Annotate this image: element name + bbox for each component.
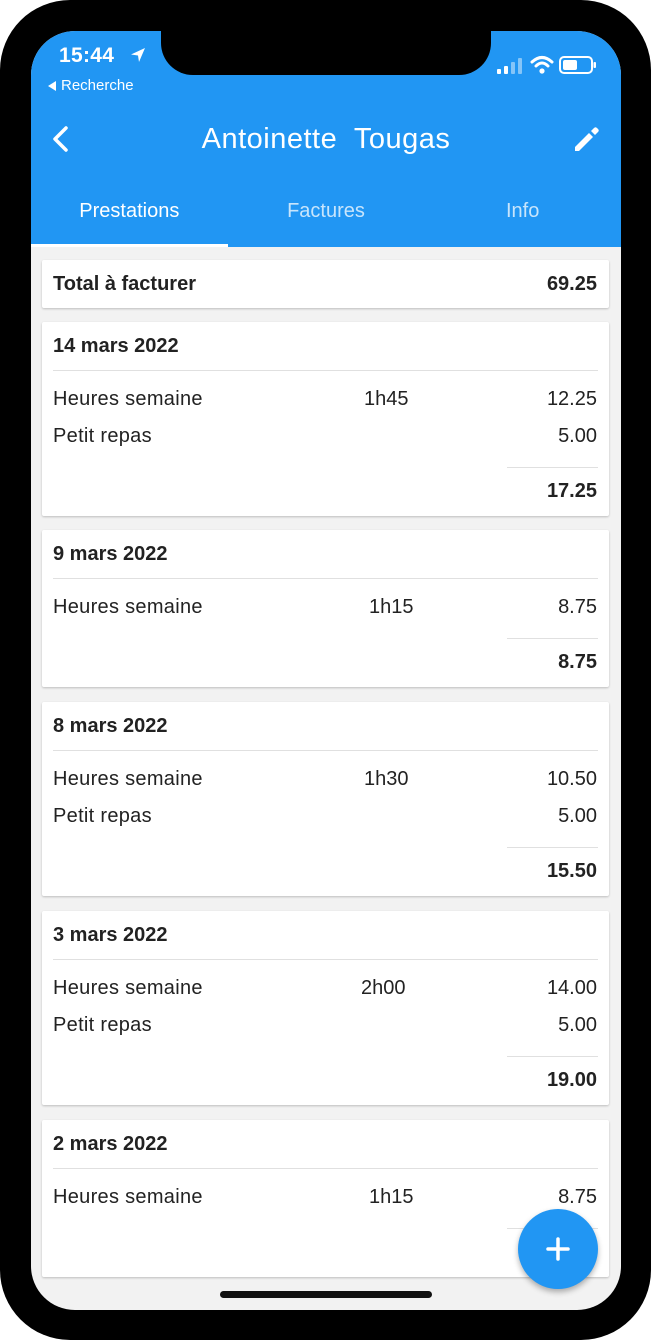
item-duration: 1h15	[369, 1186, 414, 1208]
line-item	[53, 805, 597, 835]
item-duration: 1h15	[369, 596, 414, 618]
item-amount: 8.75	[558, 596, 597, 618]
divider	[53, 959, 598, 960]
line-item	[53, 1014, 597, 1044]
day-card[interactable]	[42, 322, 609, 516]
back-to-app-link[interactable]	[48, 77, 134, 94]
day-total: 8.75	[558, 651, 597, 673]
screen	[31, 31, 621, 1310]
tab-prestations[interactable]: Prestations	[31, 191, 228, 247]
day-total: 15.50	[546, 860, 597, 882]
day-total: 17.25	[546, 480, 597, 502]
total-label: Total à facturer	[53, 273, 196, 295]
divider	[53, 1168, 598, 1169]
item-amount: 5.00	[558, 1014, 597, 1036]
day-date: 2 mars 2022	[53, 1133, 168, 1155]
item-amount: 10.50	[546, 768, 597, 790]
divider	[53, 750, 598, 751]
day-card[interactable]	[42, 911, 609, 1105]
line-item	[53, 388, 597, 418]
item-label: Heures semaine	[53, 768, 203, 790]
item-label: Petit repas	[53, 425, 152, 447]
tab-bar	[31, 191, 621, 247]
subtotal-divider	[507, 638, 598, 639]
tab-info[interactable]: Info	[506, 200, 540, 222]
battery-icon	[559, 55, 597, 75]
item-label: Petit repas	[53, 805, 152, 827]
wifi-icon	[530, 55, 554, 75]
status-time: 15:44	[59, 44, 115, 67]
day-date: 8 mars 2022	[53, 715, 168, 737]
home-indicator[interactable]	[220, 1291, 432, 1298]
item-duration: 2h00	[361, 977, 406, 999]
line-item	[53, 768, 597, 798]
prestations-list[interactable]	[31, 247, 621, 1310]
subtotal-divider	[507, 467, 598, 468]
day-date: 9 mars 2022	[53, 543, 168, 565]
item-label: Heures semaine	[53, 388, 203, 410]
back-to-app-label: Recherche	[61, 77, 134, 94]
day-card[interactable]	[42, 702, 609, 896]
item-label: Heures semaine	[53, 596, 203, 618]
item-amount: 8.75	[558, 1186, 597, 1208]
item-label: Petit repas	[53, 1014, 152, 1036]
divider	[53, 370, 598, 371]
back-triangle-icon	[48, 81, 57, 91]
line-item	[53, 425, 597, 455]
item-amount: 14.00	[546, 977, 597, 999]
item-label: Heures semaine	[53, 1186, 203, 1208]
item-label: Heures semaine	[53, 977, 203, 999]
total-value: 69.25	[546, 273, 597, 295]
app-bar	[31, 31, 621, 247]
add-prestation-button[interactable]	[518, 1209, 598, 1289]
tab-factures[interactable]: Factures	[287, 200, 365, 222]
item-amount: 12.25	[546, 388, 597, 410]
total-card	[42, 260, 609, 308]
day-total: 19.00	[546, 1069, 597, 1091]
location-arrow-icon	[129, 46, 147, 64]
item-duration: 1h45	[364, 388, 409, 410]
line-item	[53, 1186, 597, 1216]
line-item	[53, 596, 597, 626]
day-date: 3 mars 2022	[53, 924, 168, 946]
edit-button[interactable]	[571, 123, 603, 155]
item-amount: 5.00	[558, 805, 597, 827]
subtotal-divider	[507, 847, 598, 848]
day-date: 14 mars 2022	[53, 335, 179, 357]
subtotal-divider	[507, 1056, 598, 1057]
plus-icon	[518, 1209, 598, 1289]
item-amount: 5.00	[558, 425, 597, 447]
title-row	[31, 119, 621, 159]
day-card[interactable]	[42, 530, 609, 687]
divider	[53, 578, 598, 579]
client-name-title: Antoinette Tougas	[201, 123, 451, 155]
line-item	[53, 977, 597, 1007]
cellular-signal-icon	[497, 58, 523, 74]
item-duration: 1h30	[364, 768, 409, 790]
device-notch	[161, 31, 491, 75]
